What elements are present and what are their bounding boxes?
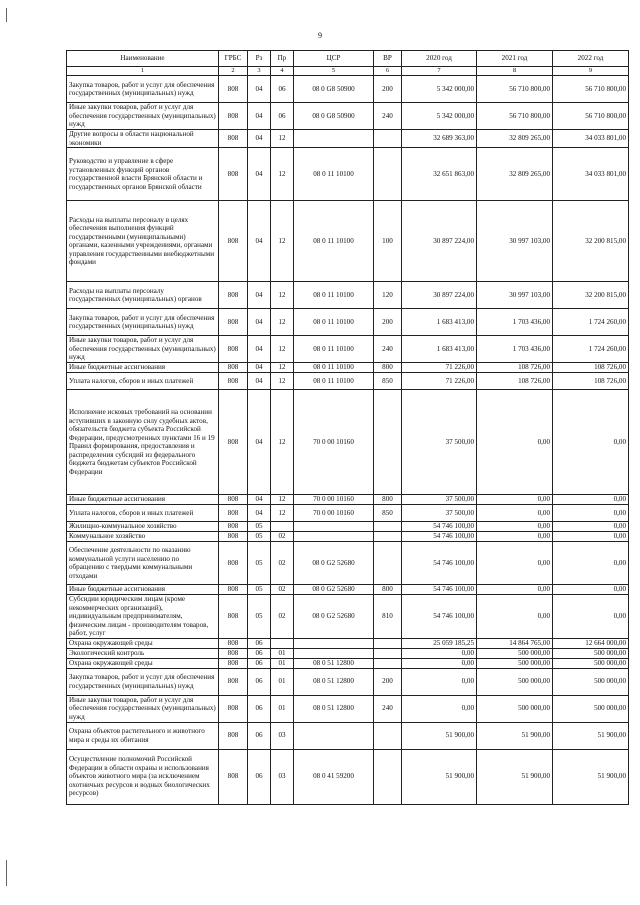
row-rz-cell: 05	[248, 542, 271, 585]
row-2021-cell: 30 997 103,00	[477, 282, 553, 309]
row-vr-cell: 800	[374, 363, 402, 373]
row-csr-cell	[294, 648, 374, 658]
row-grbs-cell: 808	[219, 695, 248, 722]
row-pr-cell: 01	[271, 695, 294, 722]
row-grbs-cell: 808	[219, 648, 248, 658]
row-grbs-cell: 808	[219, 148, 248, 201]
header-cell: ГРБС	[219, 51, 248, 67]
row-grbs-cell: 808	[219, 532, 248, 542]
row-rz-cell: 04	[248, 309, 271, 336]
row-pr-cell: 12	[271, 336, 294, 363]
row-2021-cell: 0,00	[477, 505, 553, 522]
row-csr-cell: 08 0 11 10100	[294, 373, 374, 390]
row-2021-cell: 0,00	[477, 390, 553, 495]
row-csr-cell: 08 0 11 10100	[294, 363, 374, 373]
column-number: 4	[271, 67, 294, 76]
row-2020-cell: 51 900,00	[402, 722, 477, 749]
table-row	[67, 648, 629, 658]
row-rz-cell: 04	[248, 76, 271, 103]
row-rz-cell: 06	[248, 658, 271, 668]
row-csr-cell: 08 0 G8 50900	[294, 76, 374, 103]
table-row	[67, 658, 629, 668]
row-2022-cell: 56 710 800,00	[553, 103, 629, 130]
row-2022-cell: 32 200 815,00	[553, 201, 629, 282]
row-name-cell: Охрана объектов растительного и животного мира и среды их обитания	[67, 722, 219, 749]
row-2020-cell: 54 746 100,00	[402, 542, 477, 585]
column-number-row	[67, 67, 629, 76]
row-csr-cell: 08 0 G2 52680	[294, 585, 374, 595]
row-pr-cell: 12	[271, 390, 294, 495]
row-vr-cell	[374, 390, 402, 495]
row-2021-cell: 0,00	[477, 595, 553, 639]
row-2022-cell: 34 033 801,00	[553, 130, 629, 148]
row-2020-cell: 0,00	[402, 668, 477, 695]
column-number: 1	[67, 67, 219, 76]
row-name-cell: Иные бюджетные ассигнования	[67, 495, 219, 505]
row-2020-cell: 54 746 100,00	[402, 595, 477, 639]
row-pr-cell	[271, 522, 294, 532]
row-name-cell: Иные закупки товаров, работ и услуг для обеспечения государственных (муниципальных) нужд	[67, 336, 219, 363]
row-vr-cell: 800	[374, 495, 402, 505]
row-2021-cell: 56 710 800,00	[477, 76, 553, 103]
row-pr-cell	[271, 638, 294, 648]
column-number: 7	[402, 67, 477, 76]
row-vr-cell: 240	[374, 103, 402, 130]
row-grbs-cell: 808	[219, 585, 248, 595]
row-2021-cell: 0,00	[477, 585, 553, 595]
row-2021-cell: 0,00	[477, 522, 553, 532]
row-pr-cell: 06	[271, 76, 294, 103]
row-csr-cell: 08 0 41 59200	[294, 749, 374, 804]
row-name-cell: Иные бюджетные ассигнования	[67, 363, 219, 373]
header-cell: Рз	[248, 51, 271, 67]
row-csr-cell: 08 0 11 10100	[294, 148, 374, 201]
row-2022-cell: 56 710 800,00	[553, 76, 629, 103]
table-row	[67, 532, 629, 542]
table-row	[67, 668, 629, 695]
row-rz-cell: 06	[248, 668, 271, 695]
row-2020-cell: 71 226,00	[402, 373, 477, 390]
row-rz-cell: 04	[248, 201, 271, 282]
row-2022-cell: 0,00	[553, 532, 629, 542]
row-pr-cell: 02	[271, 585, 294, 595]
row-name-cell: Иные закупки товаров, работ и услуг для обеспечения государственных (муниципальных) нужд	[67, 695, 219, 722]
row-pr-cell: 01	[271, 658, 294, 668]
row-vr-cell: 850	[374, 505, 402, 522]
row-vr-cell: 200	[374, 668, 402, 695]
row-2021-cell: 108 726,00	[477, 363, 553, 373]
row-rz-cell: 04	[248, 363, 271, 373]
row-grbs-cell: 808	[219, 595, 248, 639]
row-csr-cell: 08 0 G2 52680	[294, 595, 374, 639]
row-2022-cell: 1 724 260,00	[553, 336, 629, 363]
row-name-cell: Осуществление полномочий Российской Федерации в области охраны и использования объектов животного мира (за исключением охотничьих ресурсов и водных биологических ресурсов)	[67, 749, 219, 804]
row-2021-cell: 1 703 436,00	[477, 336, 553, 363]
row-grbs-cell: 808	[219, 336, 248, 363]
row-rz-cell: 06	[248, 638, 271, 648]
row-pr-cell: 12	[271, 363, 294, 373]
row-csr-cell: 70 0 00 10160	[294, 505, 374, 522]
table-row	[67, 148, 629, 201]
row-name-cell: Исполнение исковых требований на основании вступивших в законную силу судебных актов, обязательств бюджета субъекта Российской Федерации, предусмотренных пунктами 16 и 19 Правил формирования, предоставления и распределения субсидий из федерального бюджета бюджетам субъектов Российской Федерации	[67, 390, 219, 495]
row-grbs-cell: 808	[219, 390, 248, 495]
row-pr-cell: 12	[271, 148, 294, 201]
row-vr-cell	[374, 722, 402, 749]
row-rz-cell: 05	[248, 585, 271, 595]
row-grbs-cell: 808	[219, 309, 248, 336]
row-vr-cell	[374, 148, 402, 201]
row-2022-cell: 500 000,00	[553, 668, 629, 695]
row-2020-cell: 0,00	[402, 658, 477, 668]
row-pr-cell: 02	[271, 532, 294, 542]
row-name-cell: Экологический контроль	[67, 648, 219, 658]
table-row	[67, 103, 629, 130]
row-2022-cell: 0,00	[553, 542, 629, 585]
row-vr-cell: 240	[374, 695, 402, 722]
row-name-cell: Другие вопросы в области национальной экономики	[67, 130, 219, 148]
row-grbs-cell: 808	[219, 282, 248, 309]
row-rz-cell: 04	[248, 103, 271, 130]
row-2021-cell: 500 000,00	[477, 648, 553, 658]
row-rz-cell: 04	[248, 130, 271, 148]
row-rz-cell: 04	[248, 282, 271, 309]
row-2020-cell: 1 683 413,00	[402, 309, 477, 336]
row-2022-cell: 0,00	[553, 505, 629, 522]
row-2021-cell: 0,00	[477, 532, 553, 542]
table-row	[67, 495, 629, 505]
row-vr-cell: 850	[374, 373, 402, 390]
row-2020-cell: 25 059 185,25	[402, 638, 477, 648]
table-row	[67, 373, 629, 390]
budget-table	[66, 50, 629, 805]
row-csr-cell: 70 0 00 10160	[294, 495, 374, 505]
row-2020-cell: 5 342 000,00	[402, 103, 477, 130]
row-name-cell: Расходы на выплаты персоналу в целях обеспечения выполнения функций государственными (муниципальными) органами, казенными учреждениями, органами управления государственными внебюджетными фондами	[67, 201, 219, 282]
row-grbs-cell: 808	[219, 495, 248, 505]
header-cell: Пр	[271, 51, 294, 67]
row-2022-cell: 0,00	[553, 585, 629, 595]
row-2022-cell: 500 000,00	[553, 695, 629, 722]
table-row	[67, 130, 629, 148]
row-2020-cell: 30 897 224,00	[402, 282, 477, 309]
row-pr-cell: 12	[271, 201, 294, 282]
row-2020-cell: 54 746 100,00	[402, 532, 477, 542]
row-pr-cell: 02	[271, 595, 294, 639]
row-2022-cell: 51 900,00	[553, 749, 629, 804]
row-2022-cell: 0,00	[553, 595, 629, 639]
header-cell: 2020 год	[402, 51, 477, 67]
row-csr-cell: 08 0 51 12800	[294, 658, 374, 668]
row-grbs-cell: 808	[219, 749, 248, 804]
row-grbs-cell: 808	[219, 722, 248, 749]
row-rz-cell: 05	[248, 532, 271, 542]
table-row	[67, 749, 629, 804]
row-2020-cell: 30 897 224,00	[402, 201, 477, 282]
row-vr-cell	[374, 522, 402, 532]
row-name-cell: Коммунальное хозяйство	[67, 532, 219, 542]
table-row	[67, 522, 629, 532]
column-number: 8	[477, 67, 553, 76]
row-2020-cell: 0,00	[402, 648, 477, 658]
row-rz-cell: 04	[248, 336, 271, 363]
row-pr-cell: 12	[271, 505, 294, 522]
row-2020-cell: 32 689 363,00	[402, 130, 477, 148]
row-pr-cell: 12	[271, 282, 294, 309]
table-row	[67, 695, 629, 722]
row-2021-cell: 32 809 265,00	[477, 148, 553, 201]
row-vr-cell: 200	[374, 76, 402, 103]
row-name-cell: Субсидии юридическим лицам (кроме некоммерческих организаций), индивидуальным предпринимателям, физическим лицам - производителям товаров, работ, услуг	[67, 595, 219, 639]
row-pr-cell: 12	[271, 495, 294, 505]
row-csr-cell	[294, 130, 374, 148]
row-name-cell: Закупка товаров, работ и услуг для обеспечения государственных (муниципальных) нужд	[67, 309, 219, 336]
table-row	[67, 363, 629, 373]
row-2022-cell: 32 200 815,00	[553, 282, 629, 309]
row-2020-cell: 32 651 863,00	[402, 148, 477, 201]
row-2020-cell: 1 683 413,00	[402, 336, 477, 363]
row-vr-cell	[374, 749, 402, 804]
page-number: 9	[318, 31, 322, 40]
row-2020-cell: 54 746 100,00	[402, 585, 477, 595]
row-grbs-cell: 808	[219, 668, 248, 695]
row-name-cell: Закупка товаров, работ и услуг для обеспечения государственных (муниципальных) нужд	[67, 668, 219, 695]
column-number: 2	[219, 67, 248, 76]
row-csr-cell	[294, 722, 374, 749]
row-rz-cell: 06	[248, 722, 271, 749]
row-vr-cell	[374, 638, 402, 648]
row-2021-cell: 0,00	[477, 495, 553, 505]
row-vr-cell	[374, 130, 402, 148]
row-csr-cell: 70 0 00 10160	[294, 390, 374, 495]
row-csr-cell: 08 0 11 10100	[294, 309, 374, 336]
row-grbs-cell: 808	[219, 130, 248, 148]
row-2020-cell: 37 500,00	[402, 390, 477, 495]
row-vr-cell: 810	[374, 595, 402, 639]
row-pr-cell: 03	[271, 749, 294, 804]
row-2020-cell: 37 500,00	[402, 495, 477, 505]
table-row	[67, 76, 629, 103]
row-csr-cell: 08 0 11 10100	[294, 201, 374, 282]
row-rz-cell: 06	[248, 749, 271, 804]
header-cell: ВР	[374, 51, 402, 67]
row-2021-cell: 51 900,00	[477, 722, 553, 749]
row-csr-cell: 08 0 11 10100	[294, 282, 374, 309]
row-2020-cell: 0,00	[402, 695, 477, 722]
row-grbs-cell: 808	[219, 542, 248, 585]
row-rz-cell: 04	[248, 505, 271, 522]
header-row	[67, 51, 629, 67]
row-rz-cell: 06	[248, 695, 271, 722]
row-rz-cell: 05	[248, 522, 271, 532]
row-2022-cell: 108 726,00	[553, 373, 629, 390]
row-csr-cell: 08 0 11 10100	[294, 336, 374, 363]
row-vr-cell	[374, 532, 402, 542]
row-csr-cell: 08 0 G8 50900	[294, 103, 374, 130]
row-2021-cell: 500 000,00	[477, 668, 553, 695]
header-cell: 2021 год	[477, 51, 553, 67]
row-vr-cell: 120	[374, 282, 402, 309]
row-pr-cell: 02	[271, 542, 294, 585]
row-2020-cell: 71 226,00	[402, 363, 477, 373]
row-pr-cell: 12	[271, 309, 294, 336]
row-2021-cell: 51 900,00	[477, 749, 553, 804]
row-rz-cell: 06	[248, 648, 271, 658]
row-2022-cell: 0,00	[553, 522, 629, 532]
row-2021-cell: 32 809 265,00	[477, 130, 553, 148]
row-2022-cell: 34 033 801,00	[553, 148, 629, 201]
row-2021-cell: 14 864 765,00	[477, 638, 553, 648]
header-cell: 2022 год	[553, 51, 629, 67]
row-csr-cell	[294, 522, 374, 532]
table-row	[67, 336, 629, 363]
row-vr-cell: 100	[374, 201, 402, 282]
row-pr-cell: 12	[271, 130, 294, 148]
row-name-cell: Расходы на выплаты персоналу государственных (муниципальных) органов	[67, 282, 219, 309]
row-2022-cell: 500 000,00	[553, 648, 629, 658]
row-vr-cell	[374, 658, 402, 668]
row-grbs-cell: 808	[219, 201, 248, 282]
row-2022-cell: 51 900,00	[553, 722, 629, 749]
row-2022-cell: 0,00	[553, 390, 629, 495]
column-number: 6	[374, 67, 402, 76]
row-pr-cell: 06	[271, 103, 294, 130]
row-name-cell: Охрана окружающей среды	[67, 658, 219, 668]
column-number: 3	[248, 67, 271, 76]
table-row	[67, 542, 629, 585]
row-grbs-cell: 808	[219, 363, 248, 373]
table-row	[67, 585, 629, 595]
row-pr-cell: 12	[271, 373, 294, 390]
row-name-cell: Жилищно-коммунальное хозяйство	[67, 522, 219, 532]
row-vr-cell: 240	[374, 336, 402, 363]
row-grbs-cell: 808	[219, 522, 248, 532]
row-grbs-cell: 808	[219, 103, 248, 130]
header-cell: ЦСР	[294, 51, 374, 67]
row-grbs-cell: 808	[219, 638, 248, 648]
row-csr-cell: 08 0 G2 52680	[294, 542, 374, 585]
row-2021-cell: 500 000,00	[477, 695, 553, 722]
row-csr-cell	[294, 532, 374, 542]
row-2021-cell: 1 703 436,00	[477, 309, 553, 336]
scan-edge-mark	[6, 8, 7, 22]
row-vr-cell: 200	[374, 309, 402, 336]
row-2021-cell: 0,00	[477, 542, 553, 585]
row-2021-cell: 108 726,00	[477, 373, 553, 390]
row-name-cell: Иные закупки товаров, работ и услуг для обеспечения государственных (муниципальных) нужд	[67, 103, 219, 130]
row-vr-cell: 800	[374, 585, 402, 595]
row-name-cell: Руководство и управление в сфере установленных функций органов государственной власти Брянской области и государственных органов Брянской области	[67, 148, 219, 201]
row-2021-cell: 500 000,00	[477, 658, 553, 668]
row-name-cell: Уплата налогов, сборов и иных платежей	[67, 505, 219, 522]
row-csr-cell	[294, 638, 374, 648]
table-row	[67, 638, 629, 648]
row-rz-cell: 05	[248, 595, 271, 639]
row-name-cell: Уплата налогов, сборов и иных платежей	[67, 373, 219, 390]
row-2022-cell: 500 000,00	[553, 658, 629, 668]
row-2022-cell: 108 726,00	[553, 363, 629, 373]
table-row	[67, 390, 629, 495]
row-2021-cell: 30 997 103,00	[477, 201, 553, 282]
row-name-cell: Обеспечение деятельности по оказанию коммунальной услуги населению по обращению с твердыми коммунальными отходами	[67, 542, 219, 585]
row-2022-cell: 12 664 000,00	[553, 638, 629, 648]
row-2020-cell: 51 900,00	[402, 749, 477, 804]
row-2021-cell: 56 710 800,00	[477, 103, 553, 130]
table-row	[67, 309, 629, 336]
header-cell: Наименование	[67, 51, 219, 67]
row-grbs-cell: 808	[219, 505, 248, 522]
row-2020-cell: 54 746 100,00	[402, 522, 477, 532]
row-name-cell: Закупка товаров, работ и услуг для обеспечения государственных (муниципальных) нужд	[67, 76, 219, 103]
table-row	[67, 201, 629, 282]
column-number: 9	[553, 67, 629, 76]
row-grbs-cell: 808	[219, 76, 248, 103]
row-name-cell: Охрана окружающей среды	[67, 638, 219, 648]
row-2022-cell: 1 724 260,00	[553, 309, 629, 336]
row-pr-cell: 01	[271, 648, 294, 658]
row-2022-cell: 0,00	[553, 495, 629, 505]
row-pr-cell: 01	[271, 668, 294, 695]
row-grbs-cell: 808	[219, 373, 248, 390]
row-grbs-cell: 808	[219, 658, 248, 668]
row-rz-cell: 04	[248, 390, 271, 495]
row-vr-cell	[374, 542, 402, 585]
row-name-cell: Иные бюджетные ассигнования	[67, 585, 219, 595]
row-rz-cell: 04	[248, 495, 271, 505]
table-row	[67, 722, 629, 749]
row-rz-cell: 04	[248, 373, 271, 390]
row-csr-cell: 08 0 51 12800	[294, 695, 374, 722]
table-row	[67, 505, 629, 522]
row-2020-cell: 37 500,00	[402, 505, 477, 522]
table-row	[67, 282, 629, 309]
scan-edge-mark	[6, 860, 7, 886]
row-vr-cell	[374, 648, 402, 658]
row-2020-cell: 5 342 000,00	[402, 76, 477, 103]
table-row	[67, 595, 629, 639]
row-csr-cell: 08 0 51 12800	[294, 668, 374, 695]
row-rz-cell: 04	[248, 148, 271, 201]
column-number: 5	[294, 67, 374, 76]
row-pr-cell: 03	[271, 722, 294, 749]
